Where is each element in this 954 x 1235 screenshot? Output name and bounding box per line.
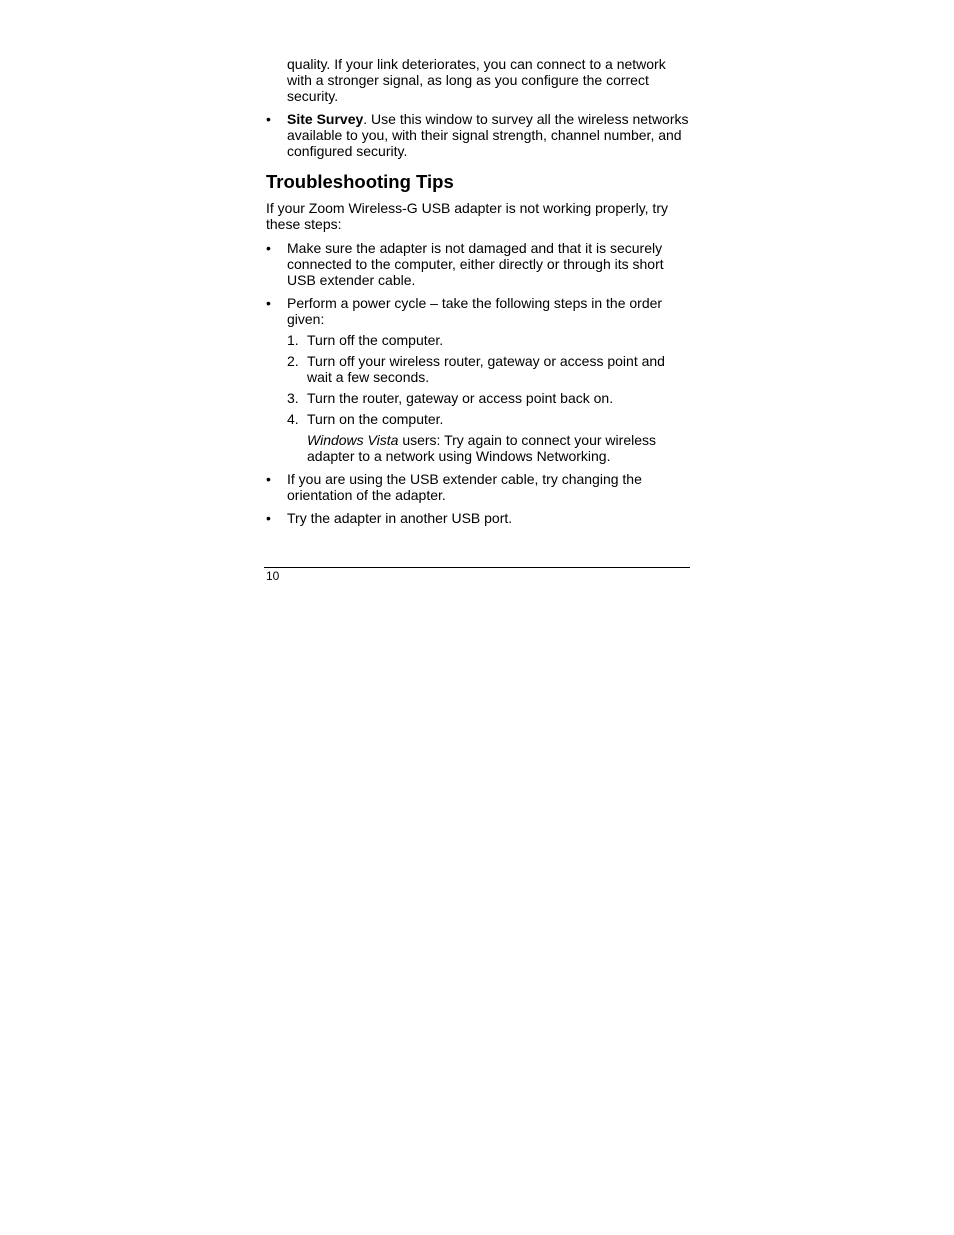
step-item — [287, 411, 690, 427]
site-survey-term: Site Survey — [287, 111, 364, 127]
bullet-text: If you are using the USB extender cable, try changing the orientation of the adapter. — [287, 471, 642, 503]
bullet-power-cycle — [266, 295, 690, 464]
step-text: Turn on the computer. — [307, 411, 444, 427]
step-number: 3. — [287, 390, 299, 406]
footer-divider — [264, 567, 690, 568]
windows-vista-text: users: Try again to connect your wireless adapter to a network using Windows Networking. — [307, 432, 656, 464]
step-number: 1. — [287, 332, 299, 348]
section-heading: Troubleshooting Tips — [266, 171, 454, 192]
bullet-glyph: • — [266, 240, 271, 256]
windows-vista-term: Windows Vista — [307, 432, 399, 448]
step-number: 4. — [287, 411, 299, 427]
step-item — [287, 390, 690, 406]
power-cycle-steps — [287, 332, 690, 427]
bullet-site-survey — [266, 111, 690, 159]
step-number: 2. — [287, 353, 299, 369]
bullet-glyph: • — [266, 471, 271, 487]
site-survey-list — [266, 111, 690, 159]
continuation-paragraph: quality. If your link deteriorates, you can connect to a network with a stronger signal, as long as you configure the correct security. — [287, 56, 666, 104]
bullet-another-port — [266, 510, 690, 526]
step-text: Turn the router, gateway or access point back on. — [307, 390, 614, 406]
step-text: Turn off the computer. — [307, 332, 444, 348]
troubleshooting-list — [266, 240, 690, 526]
windows-vista-note — [287, 432, 690, 464]
bullet-extender-cable — [266, 471, 690, 503]
document-page — [266, 56, 690, 533]
step-item — [287, 353, 690, 385]
bullet-glyph: • — [266, 295, 271, 311]
intro-paragraph: If your Zoom Wireless-G USB adapter is not working properly, try these steps: — [266, 200, 668, 232]
bullet-check-adapter — [266, 240, 690, 288]
bullet-text: Perform a power cycle – take the following steps in the order given: — [287, 295, 663, 327]
bullet-glyph: • — [266, 510, 271, 526]
site-survey-text: . Use this window to survey all the wireless networks available to you, with their signal strength, channel number, and configured security. — [287, 111, 689, 159]
bullet-glyph: • — [266, 111, 271, 127]
step-item — [287, 332, 690, 348]
step-text: Turn off your wireless router, gateway or access point and wait a few seconds. — [307, 353, 665, 385]
page-number: 10 — [266, 569, 280, 583]
bullet-text: Make sure the adapter is not damaged and that it is securely connected to the computer, either directly or through its short USB extender cable. — [287, 240, 664, 288]
bullet-text: Try the adapter in another USB port. — [287, 510, 513, 526]
